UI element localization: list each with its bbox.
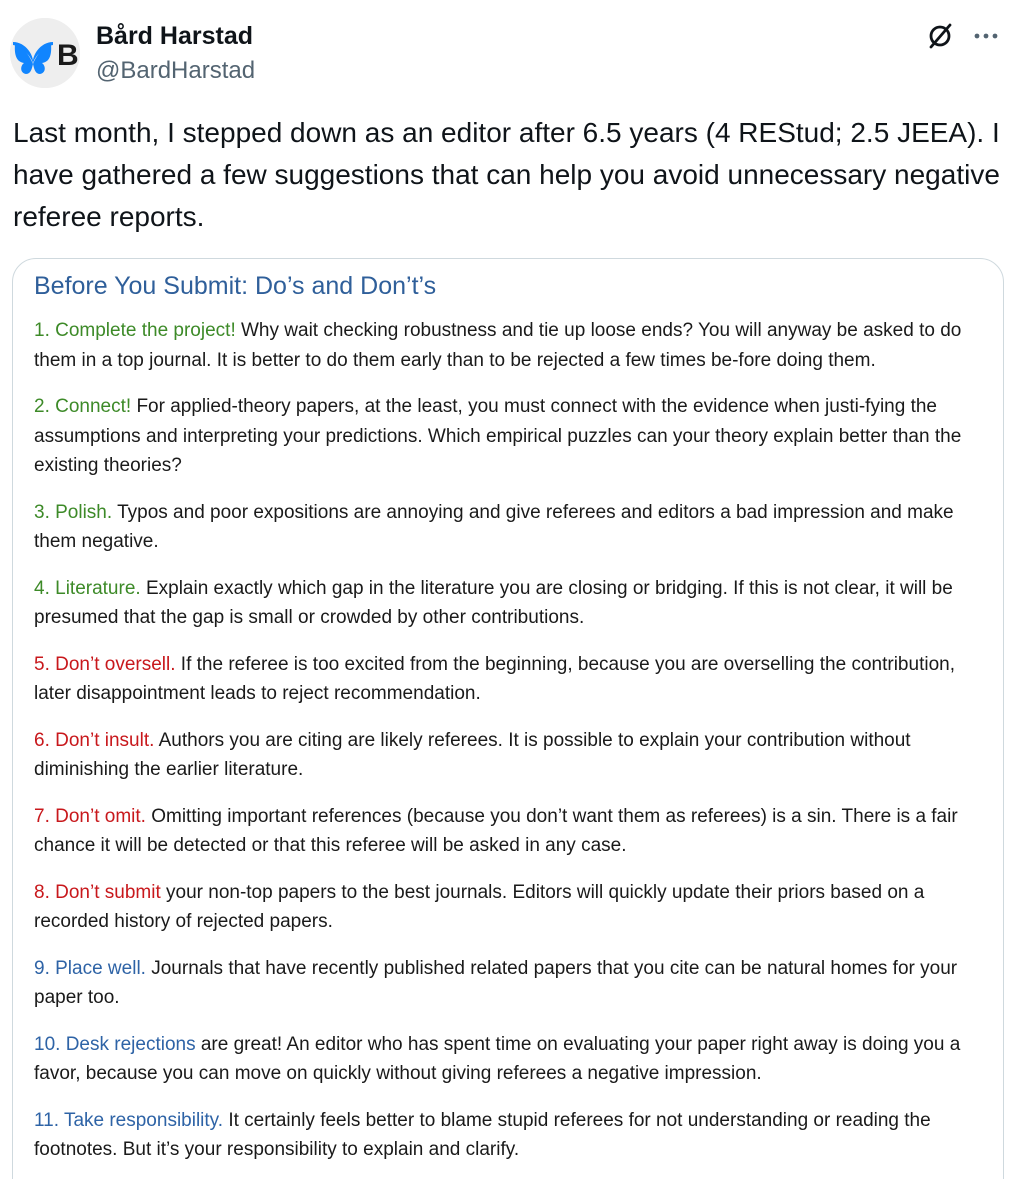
item-lead: 10. Desk rejections xyxy=(34,1033,196,1055)
list-item xyxy=(34,392,996,481)
more-horizontal-icon xyxy=(971,21,1001,51)
avatar[interactable] xyxy=(10,18,80,88)
item-lead: 5. Don’t oversell. xyxy=(34,653,176,675)
item-text: It certainly feels better to blame stupid referees for not understanding or reading the footnotes. But it’s your responsibility to explain and clarify. xyxy=(34,1109,931,1160)
item-text: are great! An editor who has spent time on evaluating your paper right away is doing you a favor, because you can move on quickly without giving referees a negative impression. xyxy=(34,1033,961,1084)
item-lead: 8. Don’t submit xyxy=(34,881,161,903)
item-lead: 4. Literature. xyxy=(34,577,141,599)
item-text: For applied-theory papers, at the least, you must connect with the evidence when justi-fying the assumptions and interpreting your predictions. Which empirical puzzles can your theory explain better than the existing theories? xyxy=(34,396,962,476)
author-name[interactable]: Bård Harstad xyxy=(96,22,253,50)
list-item xyxy=(34,1030,996,1089)
list-item xyxy=(34,802,996,861)
list-item xyxy=(34,954,996,1013)
post-text: Last month, I stepped down as an editor after 6.5 years (4 REStud; 2.5 JEEA). I have gathered a few suggestions that can help you avoid unnecessary negative referee reports. xyxy=(13,117,1000,232)
item-text: Omitting important references (because you don’t want them as referees) is a sin. There is a fair chance it will be detected or that this referee will be asked in any case. xyxy=(34,805,958,856)
post-image[interactable] xyxy=(12,258,1004,1179)
item-text: Why wait checking robustness and tie up loose ends? You will anyway be asked to do them in a top journal. It is better to do them early than to be rejected a few times be-fore doing them. xyxy=(34,320,962,371)
item-lead: 11. Take responsibility. xyxy=(34,1109,224,1131)
item-lead: 9. Place well. xyxy=(34,957,146,979)
item-text: If the referee is too excited from the beginning, because you are overselling the contribution, later disappointment leads to reject recommendation. xyxy=(34,653,955,704)
item-lead: 1. Complete the project! xyxy=(34,320,236,341)
no-pin-icon xyxy=(925,21,955,51)
author-handle[interactable]: @BardHarstad xyxy=(96,57,256,84)
more-button[interactable] xyxy=(968,18,1004,54)
avatar-letter: B xyxy=(57,39,79,72)
list-item xyxy=(34,726,996,785)
item-text: Typos and poor expositions are annoying and give referees and editors a bad impression and make them negative. xyxy=(34,501,954,552)
item-text: Explain exactly which gap in the literature you are closing or bridging. If this is not clear, it will be presumed that the gap is small or crowded by other contributions. xyxy=(34,577,953,628)
item-text: your non-top papers to the best journals. Editors will quickly update their priors based on a recorded history of rejected papers. xyxy=(34,881,925,932)
list-item xyxy=(34,498,996,557)
list-item xyxy=(34,1106,996,1165)
list-item xyxy=(34,574,996,633)
item-lead: 2. Connect! xyxy=(34,396,132,417)
item-lead: 6. Don’t insult. xyxy=(34,729,155,751)
item-text: Authors you are citing are likely referees. It is possible to explain your contribution without diminishing the earlier literature. xyxy=(34,729,911,780)
no-pin-button[interactable] xyxy=(922,18,958,54)
list-item xyxy=(34,650,996,709)
butterfly-icon xyxy=(10,18,80,88)
item-text: Journals that have recently published related papers that you cite can be natural homes for your paper too. xyxy=(34,957,958,1008)
image-title: Before You Submit: Do’s and Don’t’s xyxy=(34,272,437,300)
item-lead: 3. Polish. xyxy=(34,501,113,523)
list-item xyxy=(34,878,996,937)
list-item xyxy=(34,316,996,375)
item-lead: 7. Don’t omit. xyxy=(34,805,146,827)
